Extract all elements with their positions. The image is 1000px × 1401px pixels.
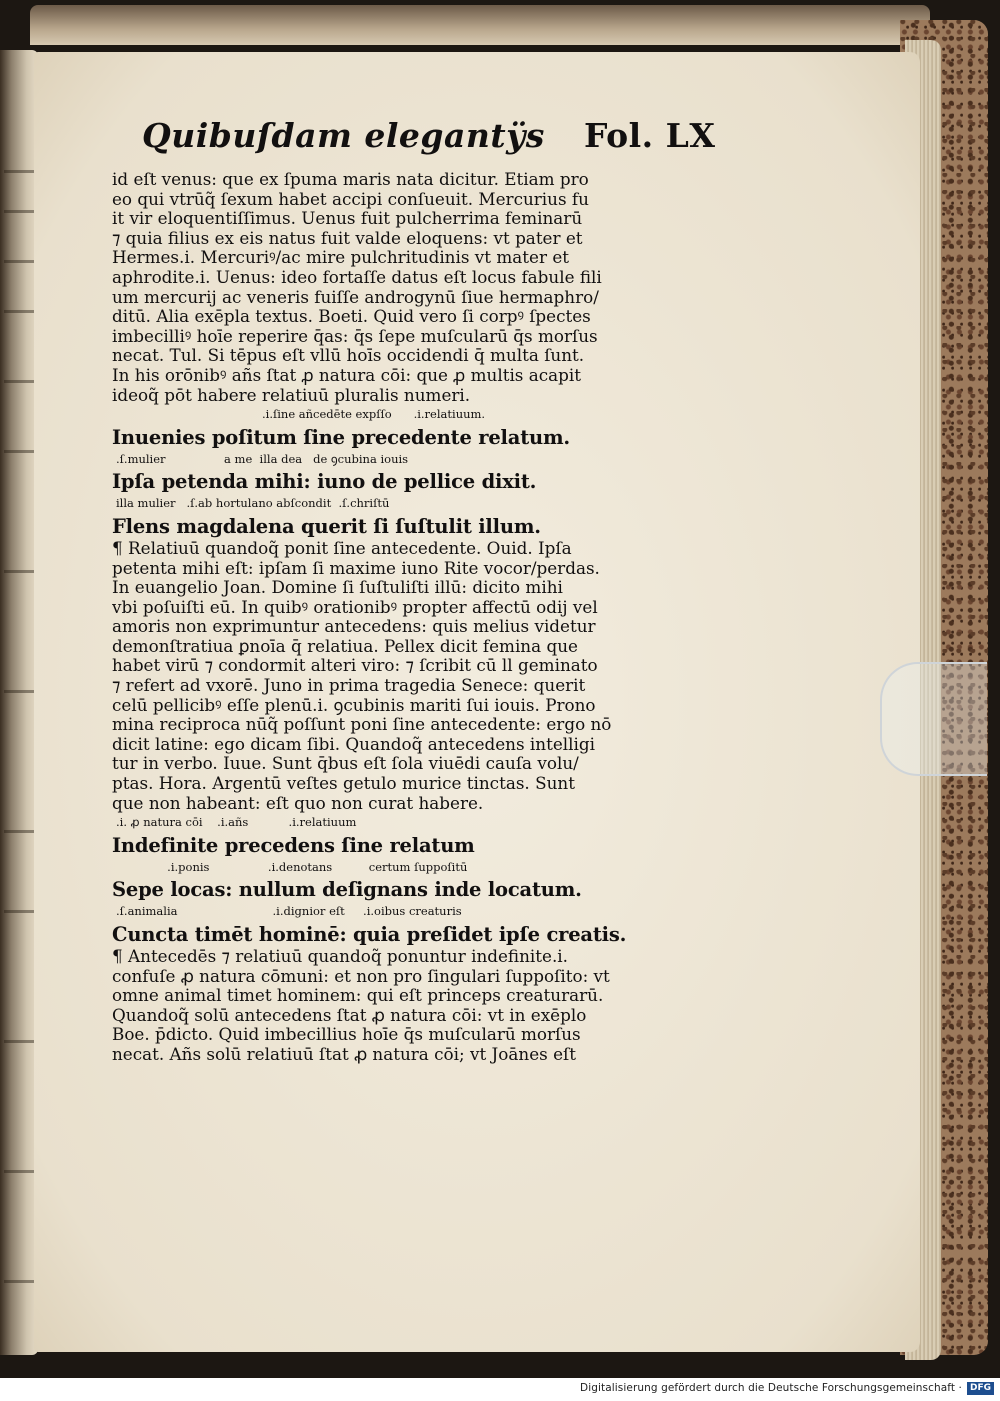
- text-line: dicit̄ latine: ego dicam ſibi. Quandoq̃ antecedens intelligi: [112, 734, 595, 754]
- interlinear-gloss: .ſ.mulier a me illa dea de ꝯcubina iouis: [116, 451, 409, 466]
- text-line: ¶ Relatiuū quandoq̃ ponit̄ ſine antecedente. Ouid. Ipſa: [112, 538, 572, 558]
- interlinear-gloss: .i.ponis .i.denotans certum ſuppoſitū: [116, 859, 468, 874]
- folio-number: Fol. LX: [584, 116, 716, 155]
- interlinear-gloss: .i. ꝓ natura cōi .i.añs .i.relatiuum: [116, 815, 357, 830]
- text-line: ditū. Alia exēpla textus. Boeti. Quid vero ſi corpꝰ ſpectes: [112, 307, 591, 327]
- text-line: ptas. Hora. Argentū veſtes getulo murice tinctas. Sunt: [112, 774, 575, 794]
- bookmark-tab: [880, 662, 987, 776]
- text-line: ideoq̃ pōt habere relatiuū pluralis numeri.: [112, 385, 471, 405]
- funding-credit: Digitalisierung gefördert durch die Deutsche Forschungsgemeinschaft ·: [580, 1382, 962, 1394]
- text-line: um mercurij ac veneris fuiſſe androgynū ſiue hermaphro/: [112, 287, 599, 307]
- paragraph-1: [112, 170, 742, 405]
- book-top-edge: [30, 5, 930, 45]
- paragraph-3: [112, 947, 742, 1065]
- text-line: In his orōnibꝰ añs ſtat ꝓ natura cōi: que ꝓ multis acapit: [112, 365, 582, 385]
- text-line: Boe. p̄dicto. Quid imbecillius hoīe q̄s muſcularū morſus: [112, 1025, 581, 1045]
- text-line: eo qui vtrūq̃ ſexum habet accipi conſueuit. Mercurius fu: [112, 189, 589, 209]
- text-line: tur in verbo. Iuue. Sunt q̄bus eſt ſola viuēdi cauſa volu/: [112, 754, 579, 774]
- text-line: Hermes.i. Mercuriꝰ/ac mire pulchritudinis vt mater et: [112, 248, 569, 268]
- verse-line: Inuenies poſitum ſine precedente relatum.: [112, 425, 571, 449]
- text-line: confuſe ꝓ natura cōmuni: et non pro ſingulari ſuppoſito: vt: [112, 966, 610, 986]
- interlinear-gloss: illa mulier .ſ.ab hortulano abſcondit .ſ.chriſtū: [116, 496, 390, 511]
- text-line: Quandoq̃ solū antecedens ſtat ꝓ natura cōi: vt in exēplo: [112, 1005, 587, 1025]
- page-text: [112, 108, 742, 1065]
- text-line: In euangelio Joan. Domine ſi ſuſtuliſti illū: dicito mihi: [112, 578, 563, 598]
- text-line: ⁊ quia filius ex eis natus fuit valde eloquens: vt pater et: [112, 228, 583, 248]
- text-line: aphrodite.i. Uenus: ideo fortaſſe datus eſt locus fabule fili: [112, 267, 602, 287]
- running-head-title: Quibuſdam elegantÿs: [142, 116, 545, 155]
- text-line: celū pellicibꝰ eſſe plenū.i. ꝯcubinis mariti ſui iouis. Prono: [112, 695, 596, 715]
- text-line: ¶ Antecedēs ⁊ relatiuū quandoq̃ ponuntur indefinite.i.: [112, 947, 569, 966]
- digitization-footer: [0, 1378, 1000, 1401]
- text-line: imbecilliꝰ hoīe reperire q̄as: q̄s ſepe muſcularū q̄s morſus: [112, 326, 598, 346]
- text-line: omne animal timet hominem: qui eſt princeps creaturarū.: [112, 986, 604, 1006]
- left-page-sliver: [0, 50, 38, 1355]
- text-line: necat. Tul. Si tēpus eſt vllū hoīs occidendi q̄ multa ſunt.: [112, 346, 585, 366]
- text-line: demonſtratiua ꝑnoīa q̄ relatiua. Pellex dicit̄ femina que: [112, 636, 578, 656]
- verse-line: Indefinite precedens ſine relatum: [112, 833, 475, 857]
- verse-line: Ipſa petenda mihi: iuno de pellice dixit.: [112, 470, 537, 494]
- text-line: que non habeant: eſt quo non curat habere.: [112, 793, 484, 813]
- text-line: necat. Añs solū relatiuū ſtat ꝓ natura cōi; vt Joānes eſt: [112, 1044, 576, 1064]
- text-line: it vir eloquentiſſimus. Uenus fuit pulcherrima feminarū: [112, 209, 583, 229]
- text-line: amoris non exprimuntur antecedens: quis melius videtur: [112, 617, 596, 637]
- text-line: mina reciproca nūq̃ poſſunt poni ſine antecedente: ergo nō: [112, 715, 612, 735]
- text-line: petenta mihi eſt: ipſam ſi maxime iuno Rite vocor/perdas.: [112, 558, 600, 578]
- interlinear-gloss: .i.ſine añcedēte expſſo .i.relatiuum.: [262, 407, 486, 422]
- interlinear-gloss: .ſ.animalia .i.dignior eſt .i.oibus creaturis: [116, 904, 462, 919]
- verse-line: Sepe locas: nullum deſignans inde locatum.: [112, 878, 582, 902]
- text-line: ⁊ refert̄ ad vxorē. Juno in prima tragedia Senece: querit̄: [112, 676, 586, 696]
- verse-line: Flens magdalena querit ſi ſuſtulit illum.: [112, 514, 541, 538]
- dfg-logo: DFG: [967, 1382, 994, 1395]
- text-line: id eſt venus: que ex ſpuma maris nata dicitur. Etiam pro: [112, 170, 589, 189]
- text-line: habet virū ⁊ condormit alteri viro: ⁊ ſcribit̄ cū ll geminato: [112, 656, 598, 676]
- running-head: [112, 108, 742, 170]
- paragraph-2: [112, 539, 742, 813]
- text-line: vbi poſuiſti eū. In quibꝰ orationibꝰ propter affectū odij vel: [112, 597, 598, 617]
- verse-line: Cuncta timēt hominē: quia preſidet ipſe creatis.: [112, 923, 627, 946]
